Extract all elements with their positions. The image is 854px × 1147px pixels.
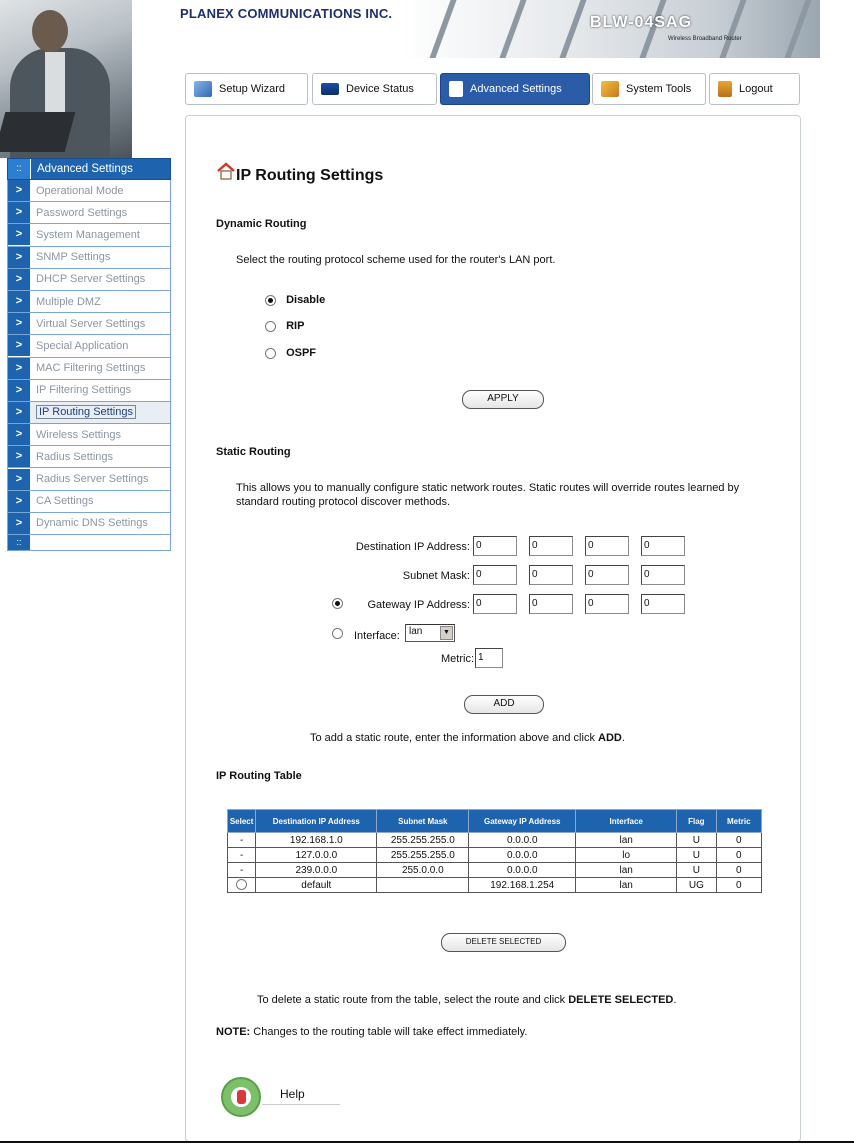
note-text: Changes to the routing table will take effect immediately. — [250, 1026, 528, 1038]
sidebar-item-dhcp-server-settings[interactable] — [7, 269, 171, 291]
routing-table — [227, 809, 762, 893]
interface-select-value: lan — [409, 626, 423, 637]
interface-radio[interactable] — [332, 627, 343, 639]
sidebar-item-label: CA Settings — [36, 495, 94, 508]
sidebar-item-special-application[interactable] — [7, 335, 171, 357]
radio-label: RIP — [286, 320, 305, 332]
table-cell: default — [256, 878, 377, 893]
sidebar-item-snmp-settings[interactable] — [7, 247, 171, 269]
radio-label: Disable — [286, 294, 326, 306]
table-cell: 192.168.1.254 — [469, 878, 576, 893]
note-label: NOTE: — [216, 1026, 251, 1038]
subnet-mask-octet-1[interactable]: 0 — [473, 565, 517, 585]
hint-text: To delete a static route from the table, select the route and click — [257, 994, 569, 1006]
chevron-right-icon: > — [8, 291, 30, 312]
hint-text: . — [621, 732, 625, 744]
sidebar-item-label: System Management — [36, 228, 140, 241]
sidebar-item-label: MAC Filtering Settings — [36, 362, 146, 375]
chevron-right-icon: > — [8, 313, 30, 334]
hint-text: To add a static route, enter the information above and click — [310, 732, 598, 744]
help-link[interactable]: Help — [262, 1083, 340, 1105]
table-cell: 0 — [716, 878, 761, 893]
monitor-icon — [321, 83, 339, 95]
help-icon[interactable] — [221, 1077, 261, 1117]
subnet-mask-label: Subnet Mask: — [402, 570, 470, 582]
table-cell: lan — [576, 863, 677, 878]
hint-text: . — [673, 994, 677, 1006]
table-row — [228, 833, 762, 848]
tab-device-status[interactable] — [312, 73, 437, 105]
chevron-right-icon: > — [8, 358, 30, 379]
sidebar-item-ip-filtering-settings[interactable] — [7, 380, 171, 402]
chevron-right-icon: > — [8, 380, 30, 401]
gateway-ip-octet-2[interactable]: 0 — [529, 594, 573, 614]
column-header: Metric — [716, 810, 761, 833]
chevron-right-icon: > — [8, 247, 30, 268]
sidebar-item-label: Dynamic DNS Settings — [36, 517, 148, 530]
table-cell: 0.0.0.0 — [469, 863, 576, 878]
main-tabs — [185, 73, 800, 105]
column-header: Destination IP Address — [256, 810, 377, 833]
destination-ip-octet-2[interactable]: 0 — [529, 536, 573, 556]
radio-button[interactable] — [332, 628, 343, 639]
sidebar-items — [7, 180, 171, 535]
static-routing-heading: Static Routing — [216, 446, 291, 458]
apply-button[interactable]: APPLY — [462, 390, 544, 409]
sidebar-item-label: DHCP Server Settings — [36, 273, 146, 286]
table-cell: 239.0.0.0 — [256, 863, 377, 878]
table-cell: 192.168.1.0 — [256, 833, 377, 848]
page-title: IP Routing Settings — [236, 167, 384, 184]
table-header-row — [228, 810, 762, 833]
sidebar-item-wireless-settings[interactable] — [7, 424, 171, 446]
table-cell: 127.0.0.0 — [256, 848, 377, 863]
hint-bold-text: DELETE SELECTED — [568, 994, 674, 1006]
table-cell: U — [677, 833, 716, 848]
table-cell: UG — [677, 878, 716, 893]
sidebar-item-ip-routing-settings[interactable] — [7, 402, 171, 424]
metric-label: Metric: — [441, 653, 474, 665]
chevron-right-icon: > — [8, 335, 30, 356]
sidebar-item-ca-settings[interactable] — [7, 491, 171, 513]
radio-rip[interactable] — [265, 320, 304, 332]
bottom-divider — [0, 1141, 854, 1143]
sidebar-item-label: Radius Settings — [36, 450, 114, 463]
sidebar-heading-label: Advanced Settings — [37, 163, 133, 175]
sidebar-item-label: Radius Server Settings — [36, 473, 149, 486]
radio-disable[interactable] — [265, 294, 325, 306]
chevron-right-icon: > — [8, 269, 30, 290]
tab-label: Device Status — [346, 83, 414, 95]
table-cell: 0 — [716, 848, 761, 863]
sidebar-item-operational-mode[interactable] — [7, 180, 171, 202]
model-logo: BLW-04SAG — [590, 14, 693, 31]
sidebar-item-dynamic-dns-settings[interactable] — [7, 513, 171, 535]
table-cell: 0.0.0.0 — [469, 848, 576, 863]
destination-ip-octet-4[interactable]: 0 — [641, 536, 685, 556]
table-cell — [377, 878, 469, 893]
table-row — [228, 863, 762, 878]
sidebar-item-radius-settings[interactable] — [7, 446, 171, 468]
header-photo — [0, 0, 132, 158]
book-icon — [449, 81, 463, 97]
routing-table-heading: IP Routing Table — [216, 770, 302, 782]
gateway-ip-octet-4[interactable]: 0 — [641, 594, 685, 614]
interface-label: Interface: — [354, 630, 400, 642]
column-header: Flag — [677, 810, 716, 833]
chevron-down-icon[interactable]: ▼ — [440, 626, 453, 640]
delete-route-hint — [257, 994, 676, 1006]
wizard-icon — [194, 81, 212, 97]
sidebar-footer — [7, 535, 171, 551]
table-cell: lan — [576, 878, 677, 893]
table-cell: 0 — [716, 863, 761, 878]
sidebar-item-label: Operational Mode — [36, 184, 124, 197]
static-routing-description: This allows you to manually configure static network routes. Static routes will override routes learned by standard routing protocol discover methods. — [236, 482, 740, 508]
sidebar-item-radius-server-settings[interactable] — [7, 468, 171, 490]
table-cell: lan — [576, 833, 677, 848]
grip-icon: :: — [8, 535, 30, 550]
delete-selected-button[interactable]: DELETE SELECTED — [441, 933, 566, 952]
chevron-right-icon: > — [8, 180, 30, 201]
tab-label: Logout — [739, 83, 773, 95]
metric-input[interactable]: 1 — [475, 648, 503, 668]
table-cell: - — [228, 848, 256, 863]
table-cell: U — [677, 848, 716, 863]
table-row — [228, 848, 762, 863]
note — [216, 1026, 527, 1038]
add-route-hint — [310, 732, 625, 744]
row-select-radio[interactable] — [236, 879, 247, 890]
radio-button[interactable] — [332, 598, 343, 609]
interface-select[interactable] — [405, 624, 455, 642]
sidebar-item-label: Virtual Server Settings — [36, 317, 146, 330]
content-panel — [185, 115, 801, 1142]
radio-ospf[interactable] — [265, 347, 316, 359]
destination-ip-label: Destination IP Address: — [355, 541, 470, 553]
tab-label: System Tools — [626, 83, 692, 95]
add-button[interactable]: ADD — [464, 695, 544, 714]
model-subtitle: Wireless Broadband Router — [668, 36, 742, 42]
brand-logo: PLANEX COMMUNICATIONS INC. — [180, 6, 393, 21]
radio-button[interactable] — [265, 348, 276, 359]
chevron-right-icon: > — [8, 424, 30, 445]
grip-icon: :: — [8, 159, 31, 179]
table-cell: 0.0.0.0 — [469, 833, 576, 848]
tab-label: Advanced Settings — [470, 83, 562, 95]
sidebar-item-password-settings[interactable] — [7, 202, 171, 224]
dynamic-routing-heading: Dynamic Routing — [216, 218, 307, 230]
destination-ip-octet-1[interactable]: 0 — [473, 536, 517, 556]
table-cell: 255.0.0.0 — [377, 863, 469, 878]
hint-bold-text: ADD — [598, 732, 622, 744]
gateway-ip-octet-1[interactable]: 0 — [473, 594, 517, 614]
column-header: Subnet Mask — [377, 810, 469, 833]
tools-icon — [601, 81, 619, 97]
sidebar-item-mac-filtering-settings[interactable] — [7, 358, 171, 380]
chevron-right-icon: > — [8, 202, 30, 223]
sidebar-item-multiple-dmz[interactable] — [7, 291, 171, 313]
table-cell: - — [228, 833, 256, 848]
table-row — [228, 878, 762, 893]
tab-setup-wizard[interactable] — [185, 73, 308, 105]
sidebar — [7, 158, 171, 551]
table-cell: 255.255.255.0 — [377, 833, 469, 848]
door-icon — [718, 81, 732, 97]
gateway-radio[interactable] — [332, 597, 343, 609]
dynamic-routing-description: Select the routing protocol scheme used for the router's LAN port. — [236, 254, 556, 266]
tab-advanced-settings[interactable] — [440, 73, 590, 105]
chevron-right-icon: > — [8, 491, 30, 512]
radio-label: OSPF — [286, 347, 317, 359]
table-cell: - — [228, 863, 256, 878]
subnet-mask-octet-4[interactable]: 0 — [641, 565, 685, 585]
chevron-right-icon: > — [8, 402, 30, 423]
subnet-mask-octet-3[interactable]: 0 — [585, 565, 629, 585]
tab-label: Setup Wizard — [219, 83, 286, 95]
chevron-right-icon: > — [8, 469, 30, 490]
gateway-ip-label: Gateway IP Address: — [367, 599, 470, 611]
table-cell: 0 — [716, 833, 761, 848]
table-cell: U — [677, 863, 716, 878]
destination-ip-octet-3[interactable]: 0 — [585, 536, 629, 556]
tab-logout[interactable] — [709, 73, 800, 105]
sidebar-item-label: IP Filtering Settings — [36, 384, 132, 397]
column-header: Select — [228, 810, 256, 833]
chevron-right-icon: > — [8, 513, 30, 534]
radio-button[interactable] — [265, 295, 276, 306]
sidebar-item-label: Wireless Settings — [36, 428, 121, 441]
table-cell: lo — [576, 848, 677, 863]
chevron-right-icon: > — [8, 446, 30, 467]
subnet-mask-octet-2[interactable]: 0 — [529, 565, 573, 585]
sidebar-item-label: Multiple DMZ — [36, 295, 101, 308]
tab-system-tools[interactable] — [592, 73, 706, 105]
table-cell: 255.255.255.0 — [377, 848, 469, 863]
sidebar-item-label: SNMP Settings — [36, 251, 111, 264]
sidebar-item-virtual-server-settings[interactable] — [7, 313, 171, 335]
sidebar-item-label: Password Settings — [36, 206, 128, 219]
radio-button[interactable] — [265, 321, 276, 332]
home-icon — [216, 161, 236, 181]
column-header: Gateway IP Address — [469, 810, 576, 833]
sidebar-item-system-management[interactable] — [7, 224, 171, 246]
sidebar-heading — [7, 158, 171, 180]
sidebar-item-label: IP Routing Settings — [36, 405, 136, 419]
column-header: Interface — [576, 810, 677, 833]
sidebar-item-label: Special Application — [36, 339, 129, 352]
gateway-ip-octet-3[interactable]: 0 — [585, 594, 629, 614]
chevron-right-icon: > — [8, 224, 30, 245]
select-cell — [228, 878, 256, 893]
